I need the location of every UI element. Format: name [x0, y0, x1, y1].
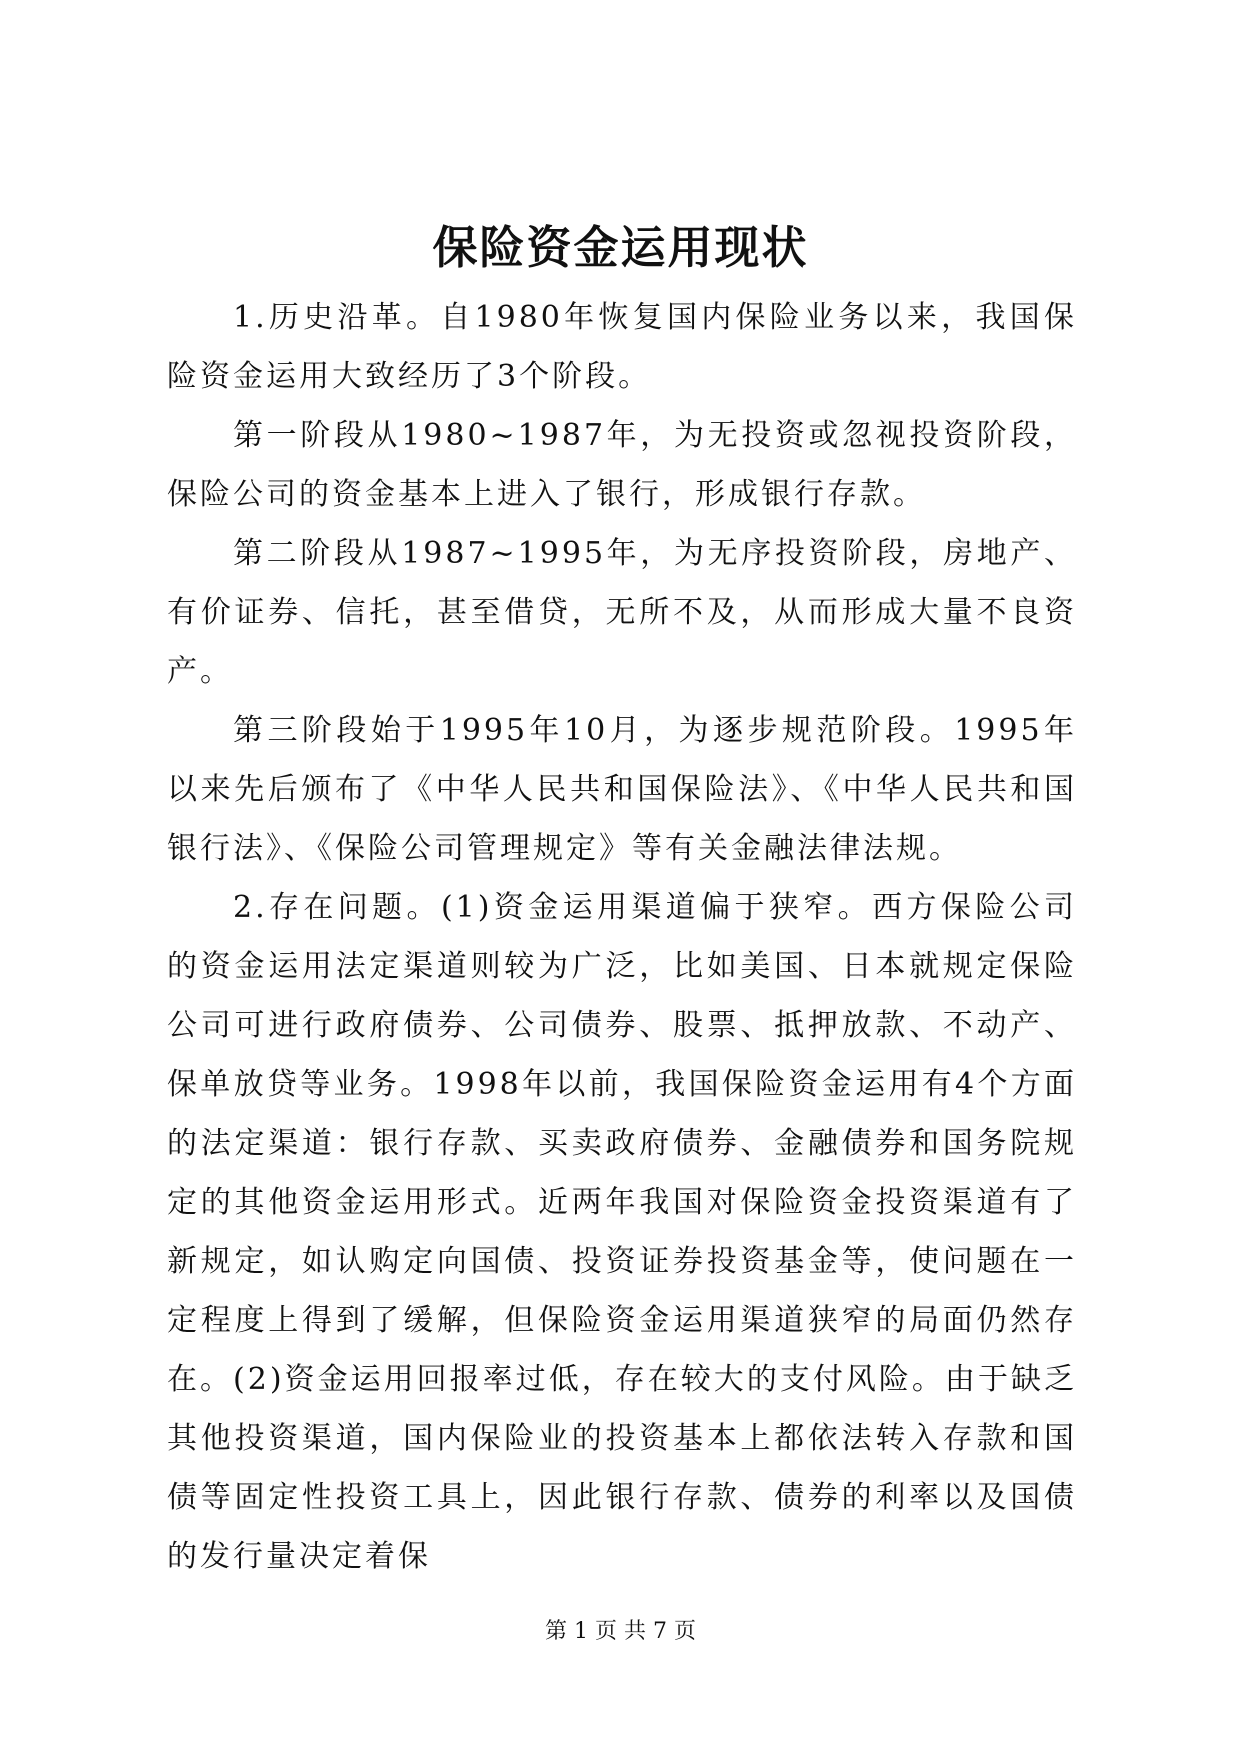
paragraph-stage-two: 第二阶段从1987~1995年，为无序投资阶段，房地产、有价证券、信托，甚至借贷，无所不及，从而形成大量不良资产。	[167, 536, 1077, 689]
document-title: 保险资金运用现状	[432, 221, 809, 274]
page-number-label: 第 1 页 共 7 页	[545, 1619, 696, 1644]
paragraph-problems: 2.存在问题。(1)资金运用渠道偏于狭窄。西方保险公司的资金运用法定渠道则较为广泛，比如美国、日本就规定保险公司可进行政府债券、公司债券、股票、抵押放款、不动产、保单放贷等业务。1998年以前，我国保险资金运用有4个方面的法定渠道：银行存款、买卖政府债券、金融债券和国务院规定的其他资金运用形式。近两年我国对保险资金投资渠道有了新规定，如认购定向国债、投资证券投资基金等，使问题在一定程度上得到了缓解，但保险资金运用渠道狭窄的局面仍然存在。(2)资金运用回报率过低，存在较大的支付风险。由于缺乏其他投资渠道，国内保险业的投资基本上都依法转入存款和国债等固定性投资工具上，因此银行存款、债券的利率以及国债的发行量决定着保	[167, 890, 1077, 1574]
paragraph-stage-one: 第一阶段从1980~1987年，为无投资或忽视投资阶段，保险公司的资金基本上进入了银行，形成银行存款。	[167, 418, 1077, 512]
paragraph-history: 1.历史沿革。自1980年恢复国内保险业务以来，我国保险资金运用大致经历了3个阶段。	[167, 300, 1077, 394]
page-footer	[0, 1617, 1241, 1647]
paragraph-stage-three: 第三阶段始于1995年10月，为逐步规范阶段。1995年以来先后颁布了《中华人民共和国保险法》、《中华人民共和国银行法》、《保险公司管理规定》等有关金融法律法规。	[167, 713, 1077, 866]
document-body	[167, 288, 1077, 1586]
